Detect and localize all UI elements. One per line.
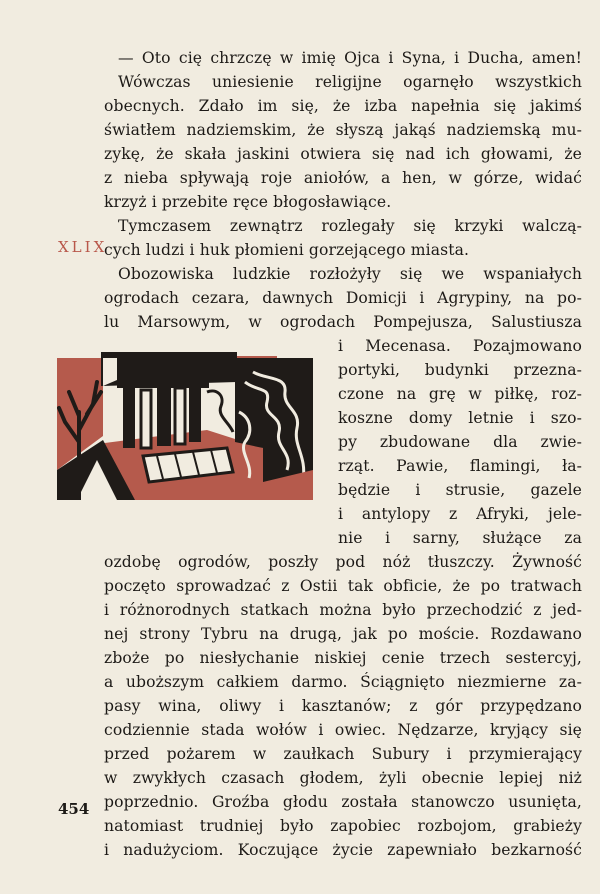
text-line: lu Marsowym, w ogrodach Pompejusza, Salustiusza (104, 313, 582, 331)
text-line: krzyż i przebite ręce błogosławiące. (104, 193, 392, 211)
text-line: poczęto sprowadzać z Ostii tak obficie, że po tratwach (104, 577, 582, 595)
text-line: natomiast trudniej było zapobiec rozbojom, grabieży (104, 817, 582, 835)
text-line: w zwykłych czasach głodem, żyli obecnie lepiej niż (104, 769, 582, 787)
text-line: i Mecenasa. Pozajmowano (338, 337, 582, 355)
text-line: zykę, że skała jaskini otwiera się nad ich głowami, że (104, 145, 582, 163)
text-line: py zbudowane dla zwie- (338, 433, 582, 451)
text-line: rząt. Pawie, flamingi, ła- (338, 457, 582, 475)
text-line: i antylopy z Afryki, jele- (338, 505, 582, 523)
text-line: i nadużyciom. Koczujące życie zapewniało bezkarność (104, 841, 582, 859)
text-line: codziennie stada wołów i owiec. Nędzarze, kryjący się (104, 721, 582, 739)
text-line: przed pożarem w zaułkach Subury i przymierający (104, 745, 582, 763)
text-line: z nieba spływają roje aniołów, a hen, w górze, widać (104, 169, 582, 187)
text-line: Wówczas uniesienie religijne ogarnęło wszystkich (118, 73, 582, 91)
text-line: a uboższym całkiem darmo. Ściągnięto niezmierne za- (104, 673, 582, 691)
text-line: ozdobę ogrodów, poszły pod nóż tłuszczy. Żywność (104, 553, 582, 571)
text-line: pasy wina, oliwy i kasztanów; z gór przypędzano (104, 697, 582, 715)
text-line: nej strony Tybru na drugą, jak po moście. Rozdawano (104, 625, 582, 643)
woodcut-illustration (57, 352, 313, 500)
text-line: poprzednio. Groźba głodu została stanowczo usunięta, (104, 793, 582, 811)
text-line: obecnych. Zdało im się, że izba napełnia się jakimś (104, 97, 582, 115)
page-number: 454 (58, 800, 90, 818)
text-line: Tymczasem zewnątrz rozlegały się krzyki walczą- (118, 217, 582, 235)
text-line: cych ludzi i huk płomieni gorzejącego miasta. (104, 241, 470, 259)
text-line: i różnorodnych statkach można było przechodzić z jed- (104, 601, 582, 619)
text-line: portyki, budynki przezna- (338, 361, 582, 379)
text-line: światłem nadziemskim, że słyszą jakąś nadziemską mu- (104, 121, 582, 139)
text-line: nie i sarny, służące za (338, 529, 582, 547)
chapter-number: XLIX (58, 238, 108, 256)
text-line: — Oto cię chrzczę w imię Ojca i Syna, i Ducha, amen! (118, 49, 582, 67)
text-line: zboże po niesłychanie niskiej cenie trzech sestercyj, (104, 649, 582, 667)
text-line: koszne domy letnie i szo- (338, 409, 582, 427)
text-line: czone na grę w piłkę, roz- (338, 385, 582, 403)
text-line: będzie i strusie, gazele (338, 481, 582, 499)
text-line: Obozowiska ludzkie rozłożyły się we wspaniałych (118, 265, 582, 283)
text-line: ogrodach cezara, dawnych Domicji i Agrypiny, na po- (104, 289, 582, 307)
